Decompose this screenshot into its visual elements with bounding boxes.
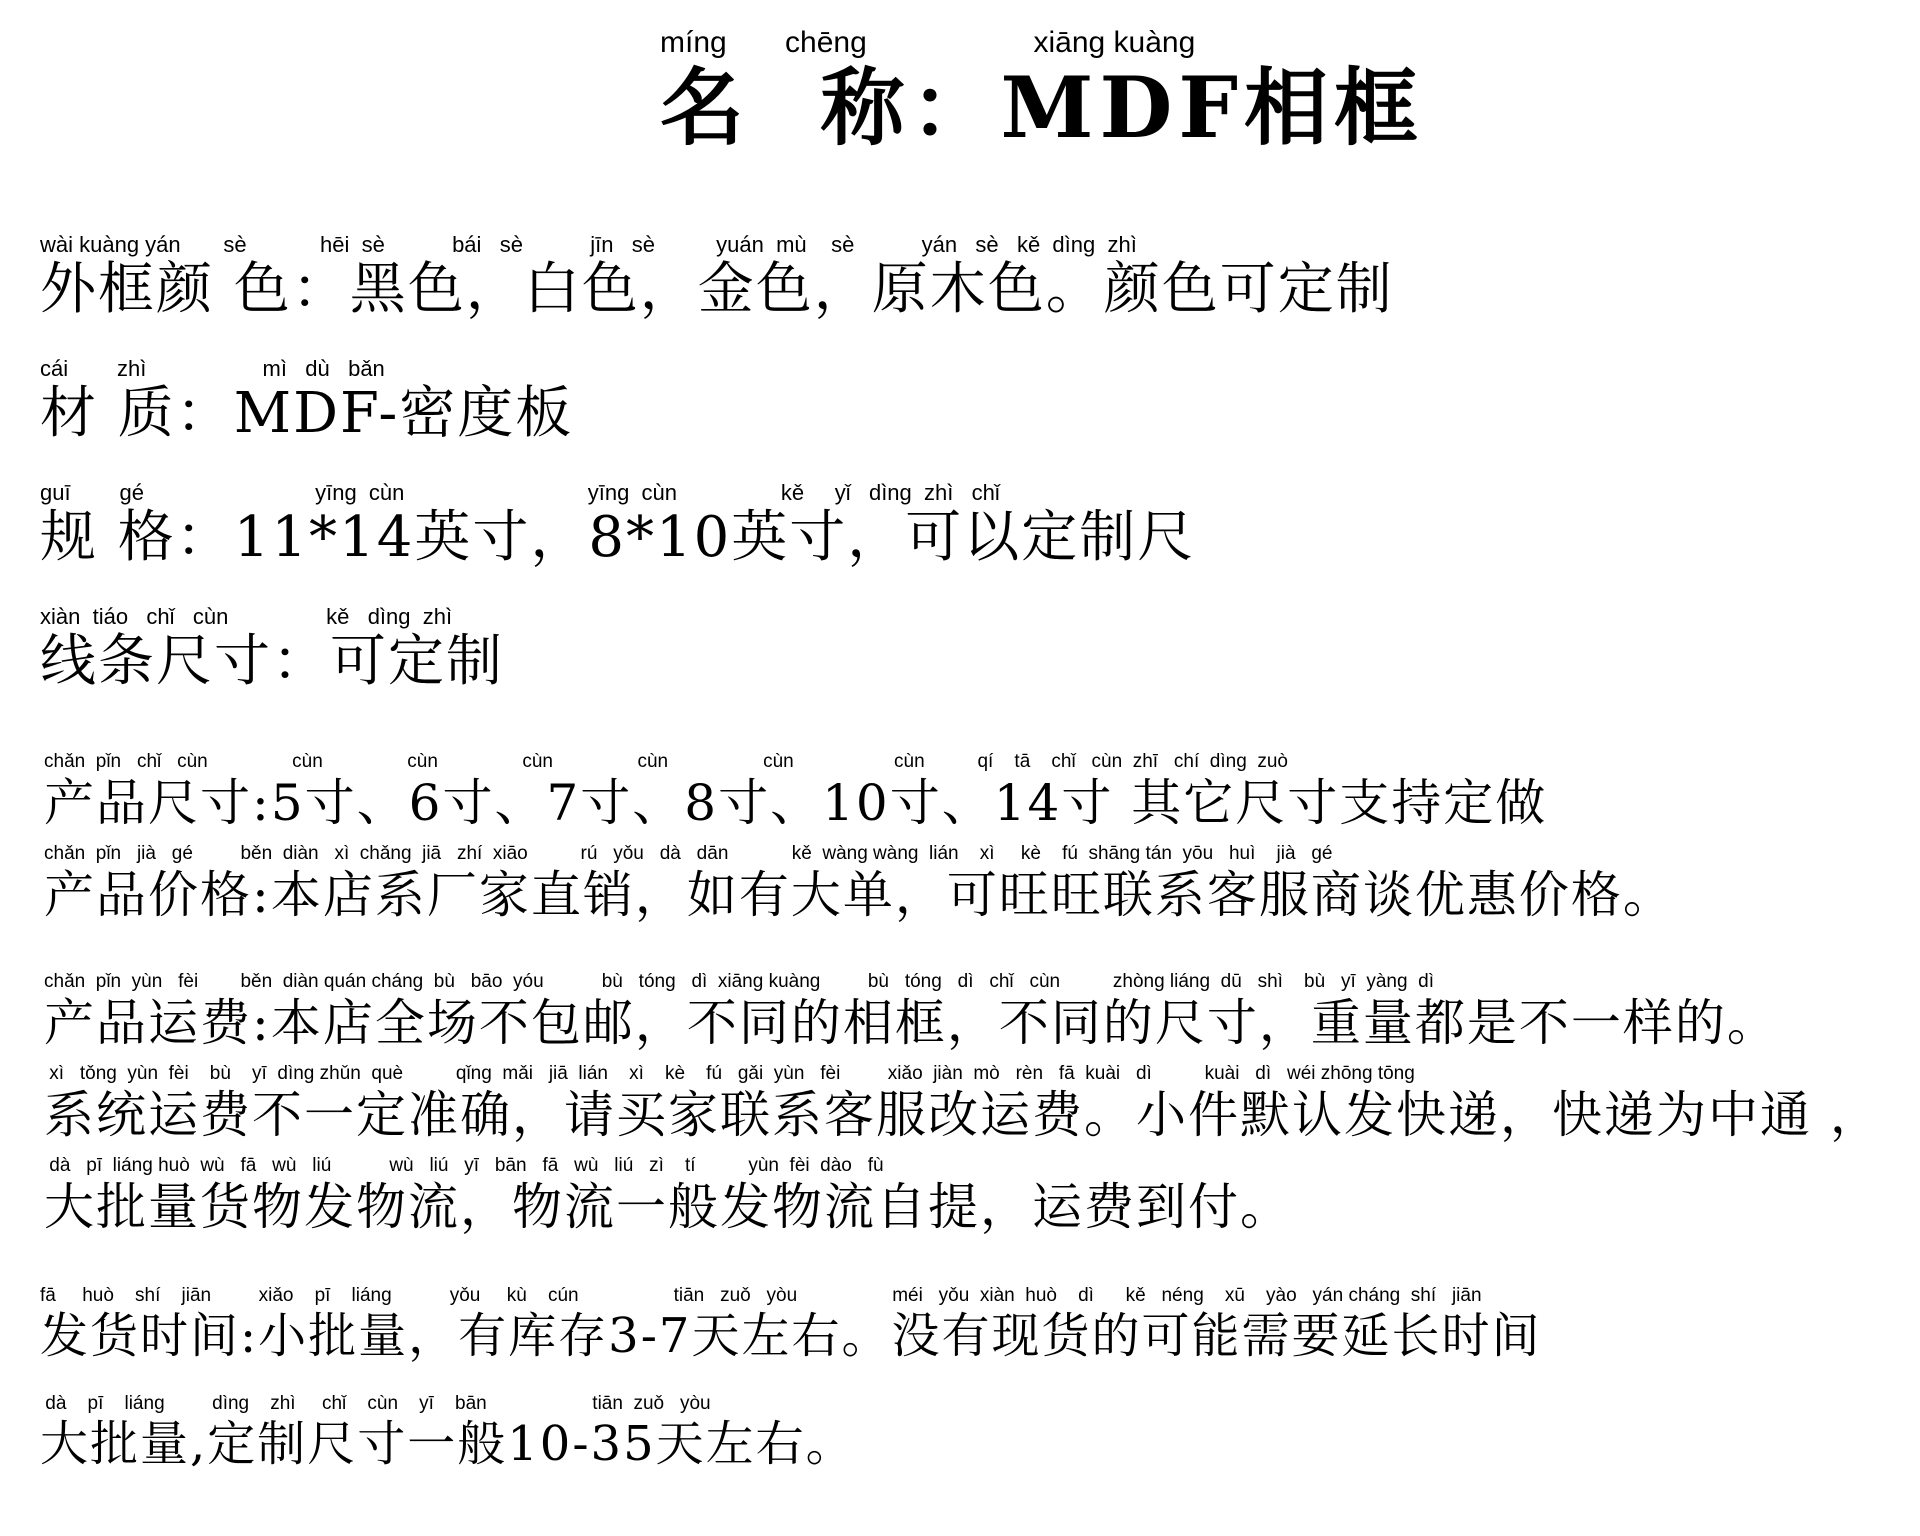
product-size-pinyin: chǎn pǐn chǐ cùn cùn cùn cùn cùn cùn cùn qí tā chǐ cùn zhī chí dìng zuò — [44, 751, 1288, 772]
line-material — [40, 358, 573, 446]
product-size-text: 产品尺寸:5寸、6寸、7寸、8寸、10寸、14寸 其它尺寸支持定做 — [44, 774, 1548, 832]
line-spec — [40, 482, 1195, 570]
bulk-logistics-pinyin: dà pī liáng huò wù fā wù liú wù liú yī bān fā wù liú zì tí yùn fèi dào fù — [44, 1155, 884, 1176]
delivery-time-pinyin: fā huò shí jiān xiǎo pī liáng yǒu kù cún tiān zuǒ yòu méi yǒu xiàn huò dì kě néng xū yào yán cháng shí jiān — [40, 1285, 1482, 1306]
spec-pinyin: guī gé yīng cùn yīng cùn kě yǐ dìng zhì chǐ — [40, 480, 1000, 505]
shipping-note-pinyin: xì tǒng yùn fèi bù yī dìng zhǔn què qǐng mǎi jiā lián xì kè fú gǎi yùn fèi xiǎo jiàn mò rèn fā kuài dì kuài dì wéi zhōng tōng — [44, 1063, 1415, 1084]
frame-color-pinyin: wài kuàng yán sè hēi sè bái sè jīn sè yuán mù sè yán sè kě dìng zhì — [40, 232, 1137, 257]
title-pinyin: míng chēng xiāng kuàng — [660, 26, 1196, 59]
line-bulk-delivery — [40, 1394, 856, 1472]
line-bulk-logistics — [44, 1156, 1292, 1236]
line-molding-size — [40, 606, 504, 694]
delivery-time-text: 发货时间:小批量，有库存3-7天左右。没有现货的可能需要延长时间 — [40, 1308, 1542, 1364]
shipping-note-text: 系统运费不一定准确，请买家联系客服改运费。小件默认发快递，快递为中通 ， — [44, 1086, 1882, 1144]
material-pinyin: cái zhì mì dù bǎn — [40, 356, 385, 381]
bulk-delivery-pinyin: dà pī liáng dìng zhì chǐ cùn yī bān tiān zuǒ yòu — [40, 1393, 711, 1414]
bulk-delivery-text: 大批量,定制尺寸一般10-35天左右。 — [40, 1416, 856, 1472]
shipping-fee-pinyin: chǎn pǐn yùn fèi běn diàn quán cháng bù bāo yóu bù tóng dì xiāng kuàng bù tóng dì chǐ cùn zhòng liáng dū shì bù yī yàng dì — [44, 971, 1434, 992]
frame-color-text: 外框颜 色：黑色，白色，金色，原木色。颜色可定制 — [40, 257, 1394, 322]
line-shipping-fee — [44, 972, 1779, 1052]
line-shipping-note — [44, 1064, 1882, 1144]
molding-size-text: 线条尺寸：可定制 — [40, 629, 504, 694]
spec-text: 规 格：11*14英寸，8*10英寸，可以定制尺 — [40, 505, 1196, 570]
material-text: 材 质：MDF-密度板 — [40, 381, 574, 446]
product-price-text: 产品价格:本店系厂家直销，如有大单，可旺旺联系客服商谈优惠价格。 — [44, 866, 1675, 924]
shipping-fee-text: 产品运费:本店全场不包邮，不同的相框，不同的尺寸，重量都是不一样的。 — [44, 994, 1779, 1052]
line-product-size — [44, 752, 1547, 832]
bulk-logistics-text: 大批量货物发物流，物流一般发物流自提，运费到付。 — [44, 1178, 1292, 1236]
molding-size-pinyin: xiàn tiáo chǐ cùn kě dìng zhì — [40, 604, 453, 629]
title-block — [660, 26, 1424, 157]
line-product-price — [44, 844, 1675, 924]
product-price-pinyin: chǎn pǐn jià gé běn diàn xì chǎng jiā zhí xiāo rú yǒu dà dān kě wàng wàng lián xì kè fú shāng tán yōu huì jià gé — [44, 843, 1333, 864]
title-text: 名 称：MDF相框 — [660, 58, 1424, 157]
line-frame-color — [40, 234, 1394, 322]
line-delivery-time — [40, 1286, 1541, 1364]
